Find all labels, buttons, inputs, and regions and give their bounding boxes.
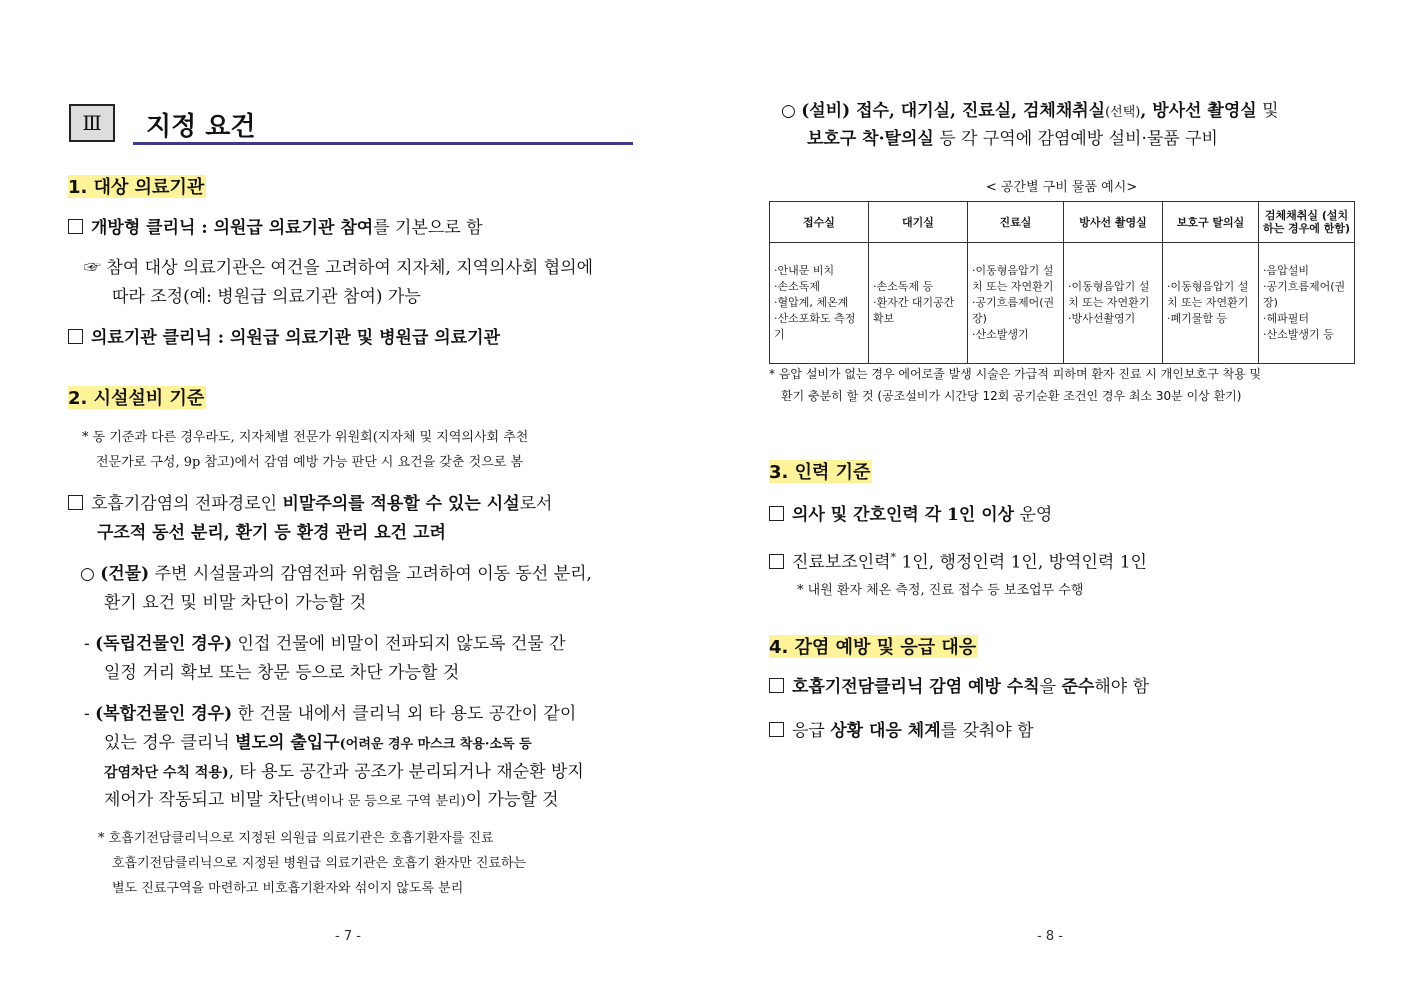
- table-cell: ·손소독제 등 ·환자간 대기공간 확보: [869, 243, 968, 364]
- item-bold: 감염차단 수칙 적용): [104, 765, 229, 781]
- checkbox-square-icon: [68, 495, 83, 510]
- table-cell: ·음압설비 ·공기흐름제어(권장) ·헤파필터 ·산소발생기 등: [1259, 243, 1355, 364]
- item-text: 등 각 구역에 감염예방 설비·물품 구비: [933, 129, 1218, 149]
- heading-infection-emergency: [769, 633, 978, 659]
- checkbox-square-icon: [769, 506, 784, 521]
- item-line: [104, 785, 559, 817]
- item-bold: 호흡기전담클리닉 감염 예방 수칙: [792, 677, 1040, 697]
- table-header-cell: 접수실: [770, 202, 869, 243]
- dash-bullet: -: [84, 634, 96, 654]
- item-line: [97, 518, 446, 548]
- dash-item-complex: [84, 699, 576, 729]
- item-bold: (복합건물인 경우): [95, 704, 233, 724]
- table-header-cell: 대기실: [869, 202, 968, 243]
- item-bold: 의사 및 간호인력 각 1인 이상: [792, 505, 1015, 525]
- item-text: 주변 시설물과의 감염전파 위험을 고려하여 이동 동선 분리,: [149, 564, 592, 584]
- item-text: 로서: [519, 494, 553, 514]
- item-doctor-nurse: [769, 500, 1052, 530]
- item-text: 제어가 작동되고 비말 차단: [104, 790, 301, 810]
- item-text: 및: [1256, 101, 1279, 121]
- item-text: 을: [1039, 677, 1062, 697]
- equipment-table: [769, 201, 1355, 364]
- item-text: 를 갖춰야 함: [940, 721, 1034, 741]
- heading-text: 4. 감염 예방 및 응급 대응: [769, 637, 977, 658]
- circle-bullet-icon: ○: [781, 101, 802, 121]
- item-support-staff: [769, 543, 1147, 578]
- table-cell: ·이동형음압기 설치 또는 자연환기 ·방사선촬영기: [1064, 243, 1163, 364]
- section-number: Ⅲ: [82, 111, 102, 135]
- star-note-line: 호흡기전담클리닉으로 지정된 병원급 의료기관은 호흡기 환자만 진료하는: [112, 856, 527, 871]
- item-text: 호흡기감염의 전파경로인: [91, 494, 283, 514]
- item-open-clinic: [68, 213, 483, 243]
- item-line: [104, 757, 584, 788]
- item-text: 운영: [1014, 505, 1053, 525]
- table-header-cell: 보호구 탈의실: [1163, 202, 1259, 243]
- heading-text: 1. 대상 의료기관: [68, 177, 205, 198]
- circle-bullet-icon: ○: [80, 564, 101, 584]
- table-cell: ·안내문 비치 ·손소독제 ·혈압계, 체온계 ·산소포화도 측정기: [770, 243, 869, 364]
- item-small-bold: (어려운 경우 마스크 착용·소독 등: [339, 737, 532, 752]
- page-number: - 8 -: [1037, 929, 1063, 944]
- heading-target-institutions: [68, 173, 206, 199]
- table-header-cell: 방사선 촬영실: [1064, 202, 1163, 243]
- star-note-line: 전문가로 구성, 9p 참고)에서 감염 예방 가능 판단 시 요건을 갖춘 것으로 봄: [96, 455, 524, 470]
- left-page: [0, 0, 701, 992]
- item-bold: 의료기관 클리닉 : 의원급 의료기관 및 병원급 의료기관: [91, 328, 500, 348]
- heading-text: 2. 시설설비 기준: [68, 388, 205, 409]
- table-note-line: * 음압 설비가 없는 경우 에어로졸 발생 시술은 가급적 피하며 환자 진료 시 개인보호구 착용 및: [769, 367, 1262, 381]
- item-text: 1인, 행정인력 1인, 방역인력 1인: [896, 552, 1147, 573]
- note-line: 따라 조정(예: 병원급 의료기관 참여) 가능: [112, 287, 421, 307]
- item-bold: (독립건물인 경우): [95, 634, 233, 654]
- section-title: 지정 요건: [146, 112, 256, 142]
- item-bold: 비말주의를 적용할 수 있는 시설: [282, 494, 520, 514]
- checkbox-square-icon: [769, 678, 784, 693]
- right-page: [701, 0, 1403, 992]
- checkbox-square-icon: [68, 329, 83, 344]
- item-text: , 타 용도 공간과 공조가 분리되거나 재순환 방지: [228, 762, 584, 782]
- table-note-line: 환기 충분히 할 것 (공조설비가 시간당 12회 공기순환 조건인 경우 최소 30분 이상 환기): [781, 389, 1242, 403]
- dash-bullet: -: [84, 704, 96, 724]
- star-note-line: * 내원 환자 체온 측정, 진료 접수 등 보조업무 수행: [797, 583, 1084, 598]
- checkbox-square-icon: [769, 554, 784, 569]
- item-bold: 의원급 의료기관 참여: [213, 218, 374, 238]
- star-note-line: * 동 기준과 다른 경우라도, 지자체별 전문가 위원회(지자체 및 지역의사회 추천: [82, 430, 529, 445]
- checkbox-square-icon: [68, 219, 83, 234]
- title-underline: [133, 142, 633, 145]
- item-text: 를 기본으로 함: [373, 218, 483, 238]
- table-header-cell: 검체채취실 (설치하는 경우에 한함): [1259, 202, 1355, 243]
- table-caption: < 공간별 구비 물품 예시>: [985, 180, 1138, 195]
- item-text: 한 건물 내에서 클리닉 외 타 용도 공간이 같이: [232, 704, 577, 724]
- item-text: 응급: [792, 721, 831, 741]
- heading-facility-standard: [68, 384, 206, 410]
- item-label: 개방형 클리닉 :: [91, 218, 214, 238]
- item-line: [807, 124, 1218, 154]
- table-cell: ·이동형음압기 설치 또는 자연환기 ·폐기물함 등: [1163, 243, 1259, 364]
- checkbox-square-icon: [769, 722, 784, 737]
- item-small: (벽이나 문 등으로 구역 분리): [300, 794, 466, 809]
- item-text: 해야 함: [1094, 677, 1150, 697]
- heading-staffing: [769, 458, 872, 484]
- footnote-mark: *: [890, 551, 897, 564]
- table-header-row: [770, 202, 1355, 243]
- star-note-line: 별도 진료구역을 마련하고 비호흡기환자와 섞이지 않도록 분리: [112, 881, 464, 896]
- item-small: (선택): [1105, 105, 1141, 120]
- item-bold: 구조적 동선 분리, 환기 등 환경 관리 요건 고려: [97, 523, 446, 543]
- section-number-box: [69, 104, 115, 142]
- item-bold: , 방사선 촬영실: [1140, 101, 1257, 121]
- table-cell: ·이동형음압기 설치 또는 자연환기 ·공기흐름제어(권장) ·산소발생기: [968, 243, 1064, 364]
- item-bold: 상황 대응 체계: [830, 721, 941, 741]
- item-text: 진료보조인력: [792, 552, 891, 573]
- star-note-line: * 호흡기전담클리닉으로 지정된 의원급 의료기관은 호흡기환자를 진료: [98, 831, 494, 846]
- page-number: - 7 -: [335, 929, 361, 944]
- dash-item-standalone: [84, 629, 566, 659]
- item-line: 일정 거리 확보 또는 창문 등으로 차단 가능할 것: [104, 663, 460, 683]
- item-infection-rules: [769, 672, 1149, 702]
- item-emergency-system: [769, 716, 1034, 746]
- item-line: 환기 요건 및 비말 차단이 가능할 것: [104, 593, 367, 613]
- circle-item-building: [80, 559, 592, 589]
- item-bold: (설비) 접수, 대기실, 진료실, 검체채취실: [801, 101, 1106, 121]
- item-bold: (건물): [100, 564, 150, 584]
- item-droplet-facility: [68, 489, 552, 519]
- item-bold: 보호구 착·탈의실: [807, 129, 934, 149]
- item-line: [104, 728, 532, 760]
- item-institution-clinic: [68, 323, 500, 353]
- item-text: 이 가능할 것: [465, 790, 559, 810]
- item-bold: 별도의 출입구: [235, 733, 340, 753]
- item-text: 인접 건물에 비말이 전파되지 않도록 건물 간: [232, 634, 566, 654]
- table-header-cell: 진료실: [968, 202, 1064, 243]
- heading-text: 3. 인력 기준: [769, 462, 871, 483]
- item-bold: 준수: [1061, 677, 1095, 697]
- note-line: ☞ 참여 대상 의료기관은 여건을 고려하여 지자체, 지역의사회 협의에: [84, 258, 594, 278]
- item-text: 있는 경우 클리닉: [104, 733, 236, 753]
- table-row: [770, 243, 1355, 364]
